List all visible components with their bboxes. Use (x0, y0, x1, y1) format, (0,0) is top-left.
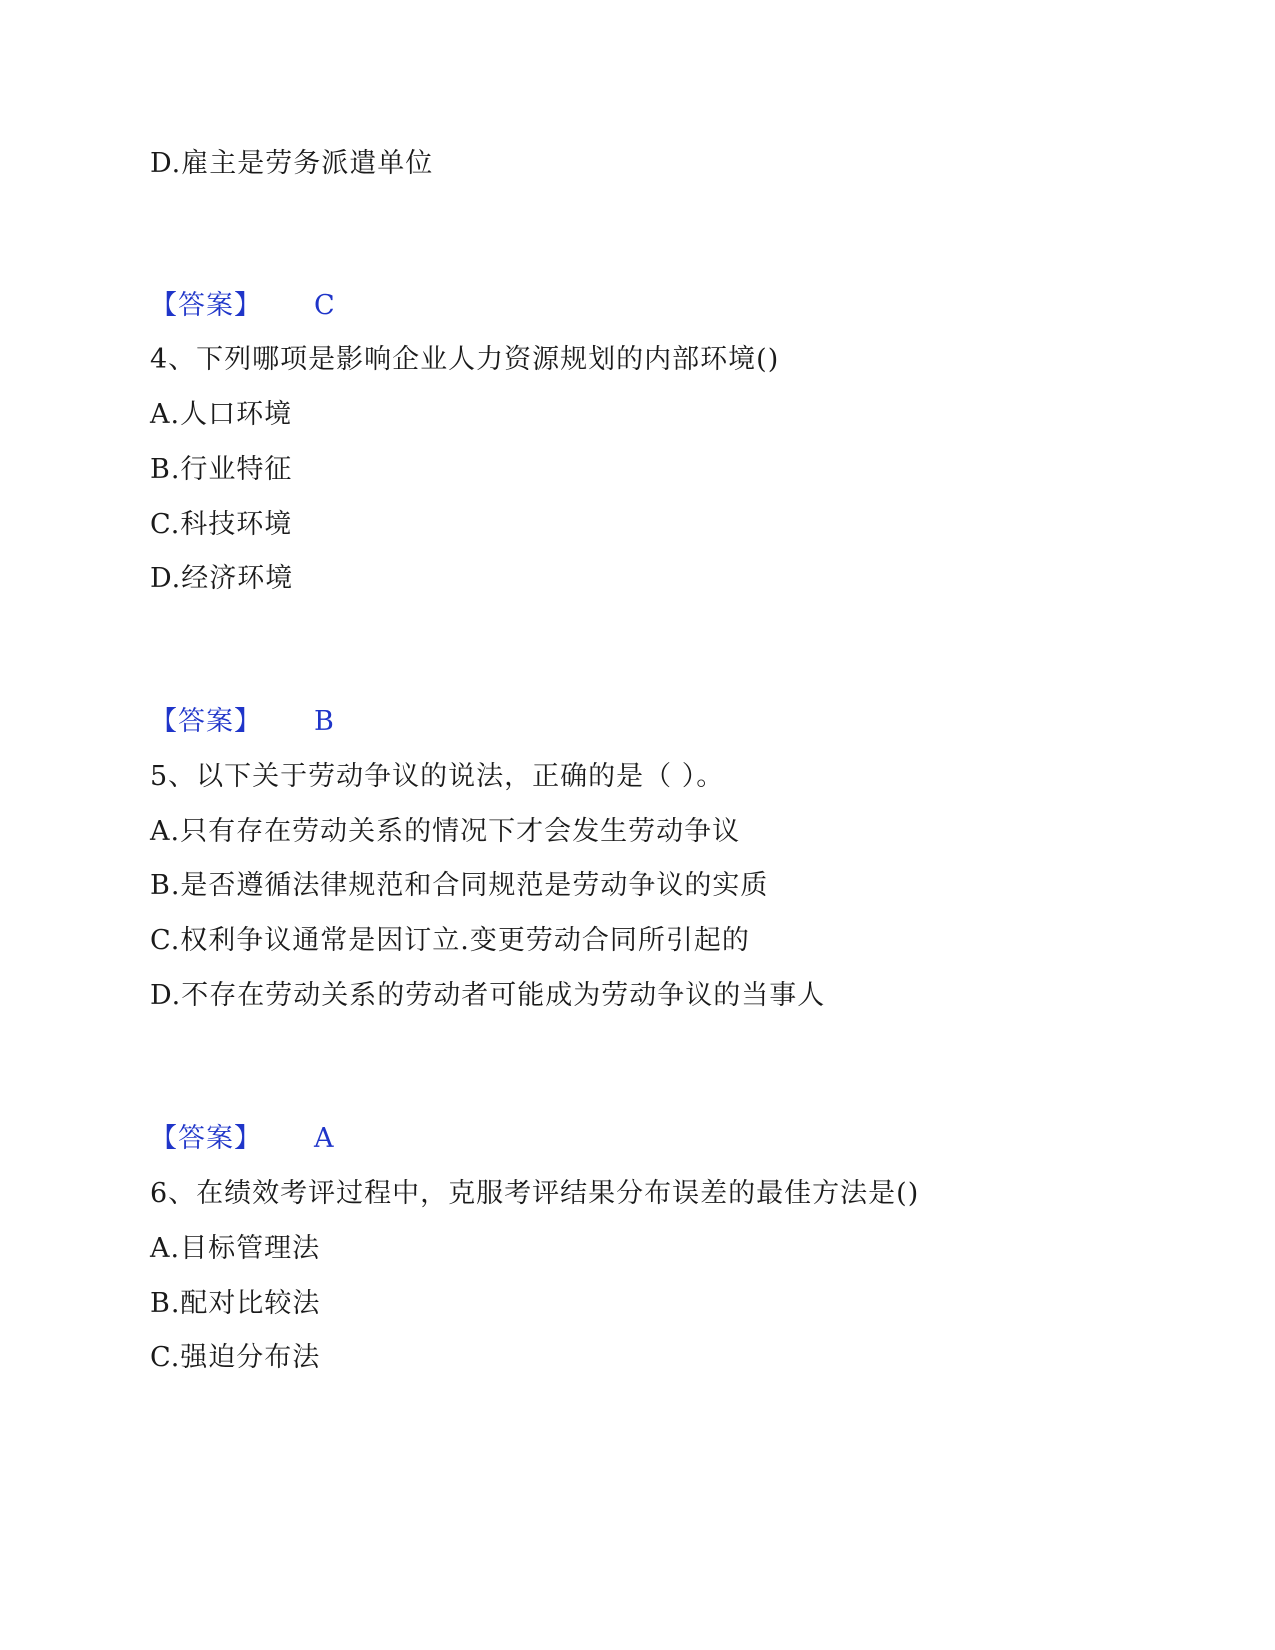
q5-stem: 5、以下关于劳动争议的说法，正确的是（ ）。 (150, 761, 725, 792)
q5-answer (150, 1122, 335, 1156)
q4-answer (150, 705, 335, 739)
q6-option-c: C.强迫分布法 (150, 1342, 321, 1373)
q5-option-a: A.只有存在劳动关系的情况下才会发生劳动争议 (150, 816, 741, 847)
answer-label: 【答案】 (150, 1123, 262, 1154)
q4-option-d: D.经济环境 (150, 563, 294, 594)
q4-option-b: B.行业特征 (150, 454, 293, 485)
answer-value: A (314, 1123, 335, 1154)
q6-stem: 6、在绩效考评过程中，克服考评结果分布误差的最佳方法是() (150, 1178, 920, 1209)
answer-value: B (314, 706, 335, 737)
q5-option-b: B.是否遵循法律规范和合同规范是劳动争议的实质 (150, 870, 769, 901)
q3-option-d: D.雇主是劳务派遣单位 (150, 148, 434, 179)
q5-option-d: D.不存在劳动关系的劳动者可能成为劳动争议的当事人 (150, 980, 826, 1011)
answer-value: C (314, 290, 336, 321)
q4-stem: 4、下列哪项是影响企业人力资源规划的内部环境() (150, 344, 780, 375)
q4-option-a: A.人口环境 (150, 399, 293, 430)
q5-option-c: C.权利争议通常是因订立.变更劳动合同所引起的 (150, 925, 750, 956)
answer-label: 【答案】 (150, 290, 262, 321)
q3-answer (150, 289, 336, 323)
q6-option-b: B.配对比较法 (150, 1288, 321, 1319)
answer-label: 【答案】 (150, 706, 262, 737)
q4-option-c: C.科技环境 (150, 509, 293, 540)
q6-option-a: A.目标管理法 (150, 1233, 321, 1264)
